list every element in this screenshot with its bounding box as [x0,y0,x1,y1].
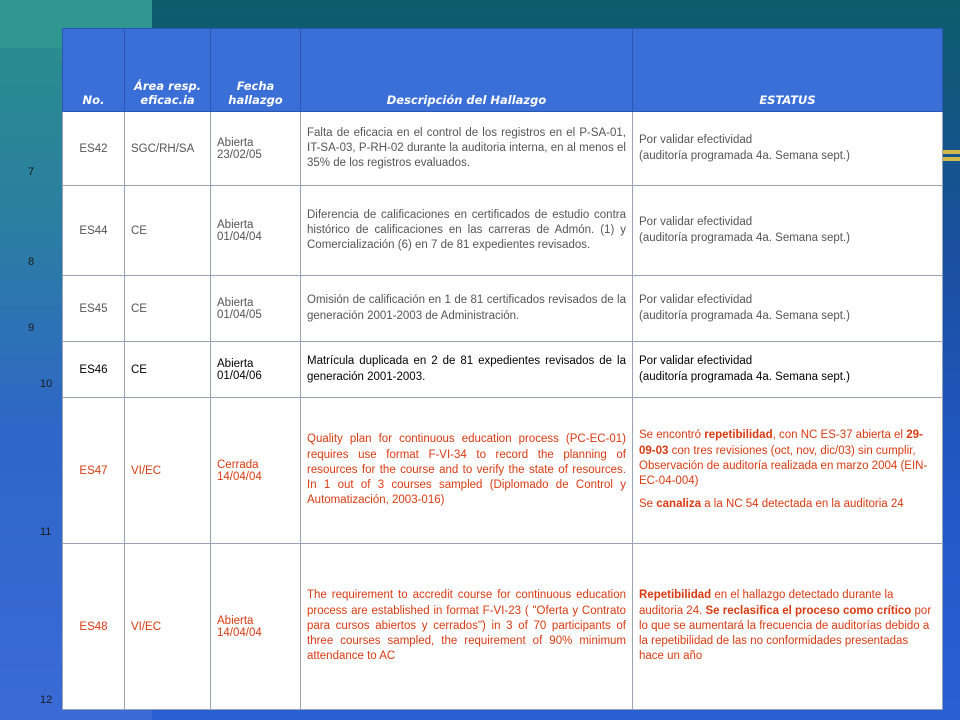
header-no: No. [63,29,125,112]
cell-estatus [633,186,943,276]
cell-no: ES45 [63,276,125,342]
estatus-line: (auditoría programada 4a. Semana sept.) [639,370,850,383]
cell-descripcion: Diferencia de calificaciones en certificados de estudio contra histórico de calificaciones en las carreras de Admón. (1) y Comercialización (6) en 7 de 81 expedientes revisados. [301,186,633,276]
estatus-line: Por validar efectividad [639,294,753,307]
cell-estatus [633,342,943,398]
cell-fecha: Abierta 01/04/05 [211,276,301,342]
table-row [63,112,943,186]
table-row [63,398,943,544]
estatus-line: Por validar efectividad [639,216,753,229]
cell-area: CE [125,186,211,276]
header-fecha: Fecha hallazgo [211,29,301,112]
estatus-bold-text: Repetibilidad [639,589,712,602]
estatus-text: con tres revisiones (oct, nov, dic/03) sin cumplir, Observación de auditoría realizada en marzo 2004 (EIN-EC-04-004) [639,444,928,488]
estatus-line: (auditoría programada 4a. Semana sept.) [639,149,850,162]
estatus-line: Por validar efectividad [639,134,753,147]
estatus-bold-text: canaliza [656,498,702,511]
estatus-text: , con NC ES-37 abierta el [772,429,907,442]
cell-descripcion: Quality plan for continuous education process (PC-EC-01) requires use format F-VI-34 to record the planning of resources for the course and to verify the state of resources. In 1 out of 3 courses sampled (Diplomado de Control y Automatización, 2003-016) [301,398,633,544]
cell-no: ES42 [63,112,125,186]
cell-fecha: Abierta 01/04/04 [211,186,301,276]
table-row [63,186,943,276]
cell-area: VI/EC [125,398,211,544]
table-header-row [63,29,943,112]
header-descripcion: Descripción del Hallazgo [301,29,633,112]
table-row [63,276,943,342]
estatus-line: (auditoría programada 4a. Semana sept.) [639,309,850,322]
estatus-bold-text: repetibilidad [704,429,773,442]
table-row [63,342,943,398]
cell-no: ES47 [63,398,125,544]
table-row [63,544,943,710]
estatus-text: Se encontró [639,429,705,442]
cell-estatus [633,398,943,544]
estatus-paragraph [639,428,936,489]
cell-fecha: Abierta 23/02/05 [211,112,301,186]
cell-descripcion: Falta de eficacia en el control de los registros en el P-SA-01, IT-SA-03, P-RH-02 durante la auditoria interna, en al menos el 35% de los registros evaluados. [301,112,633,186]
cell-no: ES46 [63,342,125,398]
cell-area: CE [125,342,211,398]
estatus-paragraph [639,497,936,512]
cell-area: VI/EC [125,544,211,710]
estatus-text: en el hallazgo detectado durante la auditoria 24. [639,589,894,617]
side-number: 10 [40,378,53,390]
cell-area: CE [125,276,211,342]
estatus-text: a la NC 54 detectada en la auditoria 24 [701,498,904,511]
side-number: 7 [28,166,35,178]
cell-fecha: Abierta 01/04/06 [211,342,301,398]
estatus-bold-text: Se reclasifica el proceso como crítico [705,604,912,617]
estatus-line: (auditoría programada 4a. Semana sept.) [639,231,850,244]
cell-no: ES48 [63,544,125,710]
side-number: 12 [40,694,53,706]
estatus-line: Por validar efectividad [639,355,753,368]
side-number: 9 [28,322,35,334]
gold-accent-bar [940,157,960,161]
cell-estatus [633,544,943,710]
findings-table [62,28,943,710]
cell-descripcion: Matrícula duplicada en 2 de 81 expedientes revisados de la generación 2001-2003. [301,342,633,398]
cell-estatus [633,112,943,186]
side-number: 11 [40,526,52,538]
cell-estatus [633,276,943,342]
estatus-text: Se [639,498,657,511]
gold-accent-bar [940,150,960,154]
estatus-text: por lo que se aumentará la frecuencia de auditorías debido a la repetibilidad de las no conformidades presentadas hace un año [639,604,932,663]
cell-fecha: Cerrada 14/04/04 [211,398,301,544]
side-number: 8 [28,256,35,268]
cell-area: SGC/RH/SA [125,112,211,186]
header-area: Área resp. eficac.ia [125,29,211,112]
cell-descripcion: The requirement to accredit course for continuous education process are established in format F-VI-23 ( "Oferta y Contrato para cursos abiertos y cerrados") in 3 of 70 participants of three courses sampled, the requirement of 90% minimum attendance to AC [301,544,633,710]
header-estatus: ESTATUS [633,29,943,112]
cell-no: ES44 [63,186,125,276]
cell-fecha: Abierta 14/04/04 [211,544,301,710]
estatus-bold-text: 29-09-03 [639,429,923,457]
estatus-paragraph [639,588,936,664]
cell-descripcion: Omisión de calificación en 1 de 81 certificados revisados de la generación 2001-2003 de Administración. [301,276,633,342]
